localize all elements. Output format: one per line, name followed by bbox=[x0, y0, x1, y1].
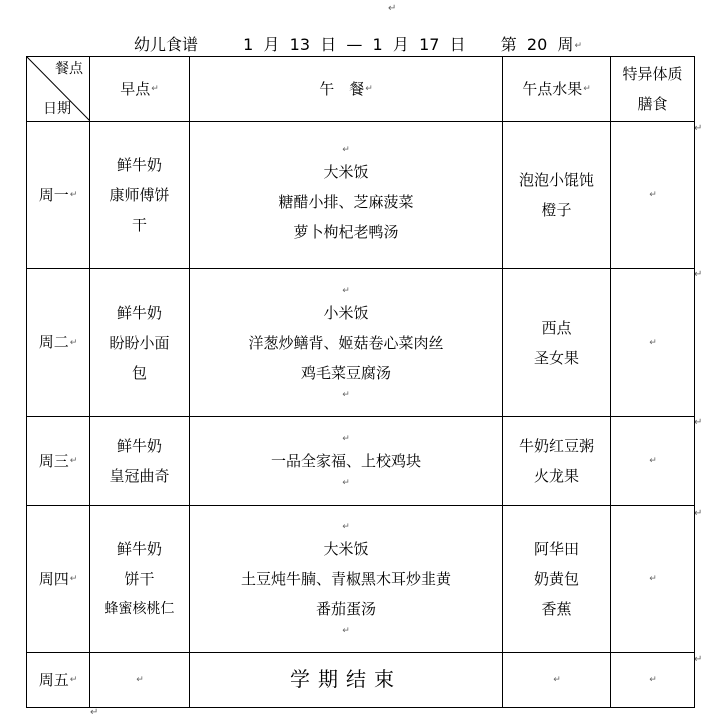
title-week-prefix: 第 bbox=[500, 35, 517, 54]
special-cell: ↵ bbox=[611, 506, 695, 653]
header-row bbox=[27, 57, 695, 122]
lunch-cell: ↵ 大米饭 土豆炖牛腩、青椒黑木耳炒韭黄 番茄蛋汤 ↵ bbox=[190, 506, 503, 653]
table-row bbox=[27, 506, 695, 653]
paragraph-mark: ↵ bbox=[388, 3, 397, 14]
snack-cell: 西点 圣女果 bbox=[503, 269, 611, 417]
day-cell: 周五↵ bbox=[27, 653, 90, 708]
table-row bbox=[27, 417, 695, 506]
paragraph-mark: ↵ bbox=[694, 508, 703, 519]
table-row bbox=[27, 269, 695, 417]
lunch-cell: ↵ 大米饭 糖醋小排、芝麻菠菜 萝卜枸杞老鸭汤 bbox=[190, 122, 503, 269]
menu-table bbox=[26, 56, 695, 708]
special-cell: ↵ bbox=[611, 417, 695, 506]
day-cell: 周三↵ bbox=[27, 417, 90, 506]
lunch-cell: ↵ 小米饭 洋葱炒鳝背、姬菇卷心菜肉丝 鸡毛菜豆腐汤 ↵ bbox=[190, 269, 503, 417]
special-cell: ↵ bbox=[611, 653, 695, 708]
breakfast-cell: 鲜牛奶 皇冠曲奇 bbox=[90, 417, 190, 506]
paragraph-mark: ↵ bbox=[694, 654, 703, 665]
corner-cell bbox=[27, 57, 90, 122]
title-week-suffix: 周 bbox=[557, 35, 574, 54]
header-lunch: 午 餐↵ bbox=[190, 57, 503, 122]
header-snack: 午点水果↵ bbox=[503, 57, 611, 122]
snack-cell: 泡泡小馄饨 橙子 bbox=[503, 122, 611, 269]
breakfast-cell: ↵ bbox=[90, 653, 190, 708]
title-start-day: 13 bbox=[289, 35, 311, 54]
title-month-char: 月 bbox=[392, 35, 409, 54]
paragraph-mark: ↵ bbox=[694, 417, 703, 428]
special-cell: ↵ bbox=[611, 122, 695, 269]
title-end-day: 17 bbox=[419, 35, 440, 54]
title-start-month: 1 bbox=[243, 35, 254, 54]
semester-end-note: 学期结束 bbox=[190, 653, 503, 708]
lunch-cell: ↵ 一品全家福、上校鸡块 ↵ bbox=[190, 417, 503, 506]
table-row bbox=[27, 122, 695, 269]
day-cell: 周四↵ bbox=[27, 506, 90, 653]
breakfast-cell: 鲜牛奶 康师傅饼 干 bbox=[90, 122, 190, 269]
title-week: 20 bbox=[526, 35, 548, 54]
special-cell: ↵ bbox=[611, 269, 695, 417]
title-month-char: 月 bbox=[263, 35, 280, 54]
snack-cell: 牛奶红豆粥 火龙果 bbox=[503, 417, 611, 506]
title-name: 幼儿食谱 bbox=[134, 35, 199, 54]
paragraph-mark: ↵ bbox=[90, 707, 99, 718]
header-special: 特异体质 膳食 bbox=[611, 57, 695, 122]
breakfast-cell: 鲜牛奶 盼盼小面 包 bbox=[90, 269, 190, 417]
day-cell: 周二↵ bbox=[27, 269, 90, 417]
title-end-month: 1 bbox=[372, 35, 383, 54]
header-breakfast: 早点↵ bbox=[90, 57, 190, 122]
title-day-char: 日 bbox=[320, 35, 337, 54]
corner-bottom-label: 日期 bbox=[43, 101, 71, 117]
snack-cell: ↵ bbox=[503, 653, 611, 708]
day-cell: 周一↵ bbox=[27, 122, 90, 269]
menu-title: 幼儿食谱 1 月 13 日 — 1 月 17 日 第 20 周↵ bbox=[134, 35, 583, 54]
title-day-char: 日 bbox=[449, 35, 466, 54]
breakfast-cell: 鲜牛奶 饼干 蜂蜜核桃仁 bbox=[90, 506, 190, 653]
title-dash: — bbox=[346, 35, 363, 54]
snack-cell: 阿华田 奶黄包 香蕉 bbox=[503, 506, 611, 653]
corner-top-label: 餐点 bbox=[55, 61, 83, 77]
paragraph-mark: ↵ bbox=[694, 123, 703, 134]
paragraph-mark: ↵ bbox=[694, 269, 703, 280]
table-row bbox=[27, 653, 695, 708]
